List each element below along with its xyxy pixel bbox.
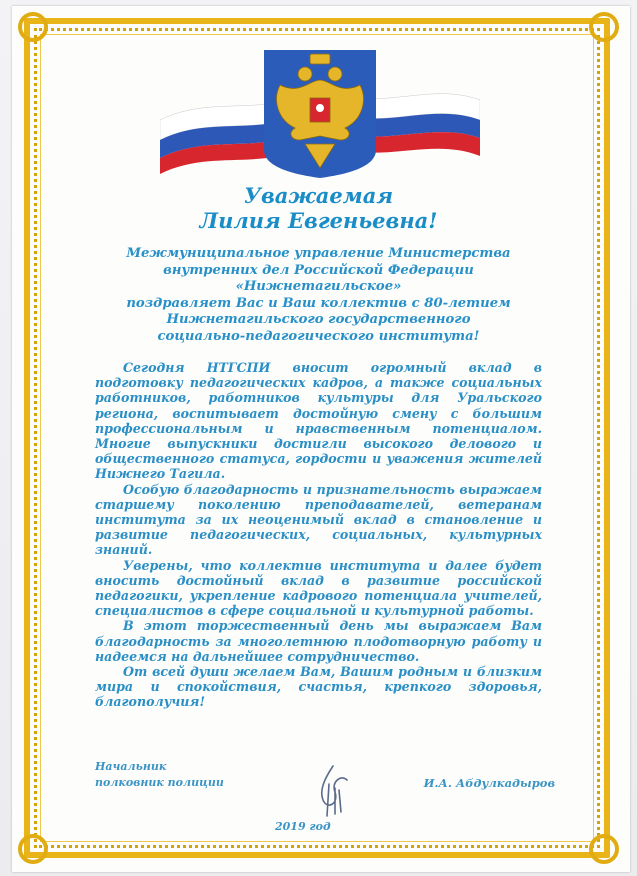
greeting-line2: Лилия Евгеньевна!	[199, 208, 438, 233]
greeting-line1: Уважаемая	[243, 183, 394, 208]
letter-body	[95, 360, 542, 710]
signature-block	[95, 760, 555, 840]
organization-line: внутренних дел Российской Федерации	[163, 262, 474, 278]
organization-line: социально-педагогического института!	[157, 328, 480, 344]
body-paragraph: Особую благодарность и признательность выражаем старшему поколению преподавателей, ветеранам института за их неоценимый вклад в становление и развитие педагогических, социальных, культурных знаний.	[95, 481, 542, 558]
organization-block	[70, 246, 567, 346]
coat-of-arms-emblem	[160, 40, 480, 180]
organization-line: поздравляет Вас и Ваш коллектив с 80-летием	[126, 295, 511, 311]
organization-line: Межмуниципальное управление Министерства	[126, 246, 511, 261]
signer-rank: полковник полиции	[95, 776, 224, 789]
handwritten-signature	[305, 760, 365, 820]
corner-ornament-bottom-left	[18, 834, 48, 864]
signer-name: И.А. Абдулкадыров	[423, 776, 555, 790]
body-paragraph: Сегодня НТГСПИ вносит огромный вклад в подготовку педагогических кадров, а также социальных работников, работников культуры для Уральского региона, воспитывает достойную смену с большим профессиональным и нравственным потенциалом. Многие выпускники достигли высокого делового и общественного статуса, гордости и уважения жителей Нижнего Тагила.	[95, 360, 542, 482]
year-label: 2019 год	[275, 820, 331, 833]
body-paragraph: От всей души желаем Вам, Вашим родным и близким мира и спокойствия, счастья, крепкого здоровья, благополучия!	[95, 664, 542, 710]
corner-ornament-top-left	[18, 12, 48, 42]
body-paragraph: В этот торжественный день мы выражаем Вам благодарность за многолетнюю плодотворную работу и надеемся на дальнейшее сотрудничество.	[95, 618, 542, 664]
signer-position: Начальник	[95, 760, 167, 773]
corner-ornament-bottom-right	[589, 834, 619, 864]
corner-ornament-top-right	[589, 12, 619, 42]
organization-line: Нижнетагильского государственного	[166, 312, 471, 328]
st-george-rider	[316, 104, 324, 112]
body-paragraph: Уверены, что коллектив института и далее будет вносить достойный вклад в развитие российской педагогики, укрепление кадрового потенциала учителей, специалистов в сфере социальной и культурной работы.	[95, 557, 542, 619]
organization-line: «Нижнетагильское»	[235, 279, 402, 295]
